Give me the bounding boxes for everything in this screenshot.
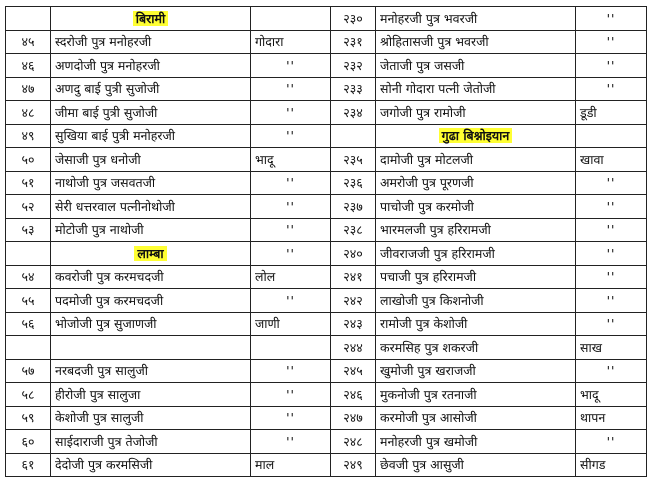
left-serial-cell: ४५ (6, 30, 51, 54)
left-name-cell: अणदु बाई पुत्री सुजोजी (51, 77, 251, 101)
left-caste-cell: '' (251, 195, 331, 219)
right-caste-cell: '' (576, 430, 647, 454)
right-caste-cell: '' (576, 242, 647, 266)
left-caste-cell (251, 336, 331, 360)
table-row (6, 242, 647, 266)
left-name-cell: जेसाजी पुत्र धनोजी (51, 148, 251, 172)
left-name-cell: हीरोजी पुत्र सालुजा (51, 383, 251, 407)
right-caste-cell: खावा (576, 148, 647, 172)
left-serial-cell: ४८ (6, 101, 51, 125)
left-serial-cell: ५० (6, 148, 51, 172)
right-serial-cell: २३१ (331, 30, 376, 54)
right-serial-cell: २४३ (331, 312, 376, 336)
left-name-cell: सेरी धत्तरवाल पत्नीनोथोजी (51, 195, 251, 219)
right-caste-cell: डूडी (576, 101, 647, 125)
left-name-cell (51, 336, 251, 360)
left-caste-cell: '' (251, 359, 331, 383)
roster-body (6, 7, 647, 477)
right-name-cell: दामोजी पुत्र मोटलजी (376, 148, 576, 172)
left-caste-cell: जाणी (251, 312, 331, 336)
left-name-cell: पदमोजी पुत्र करमचदजी (51, 289, 251, 313)
table-row (6, 7, 647, 31)
left-caste-cell: माल (251, 453, 331, 477)
right-caste-cell: '' (576, 7, 647, 31)
right-name-cell: लाखोजी पुत्र किशनोजी (376, 289, 576, 313)
table-row (6, 195, 647, 219)
table-row (6, 289, 647, 313)
right-name-cell: खुमोजी पुत्र खराजजी (376, 359, 576, 383)
table-row (6, 383, 647, 407)
left-name-cell: भोजोजी पुत्र सुजाणजी (51, 312, 251, 336)
right-serial-cell: २४४ (331, 336, 376, 360)
left-name-cell: अणदोजी पुत्र मनोहरजी (51, 54, 251, 78)
left-caste-cell: '' (251, 171, 331, 195)
table-row (6, 171, 647, 195)
left-serial-cell: ४९ (6, 124, 51, 148)
left-serial-cell: ४७ (6, 77, 51, 101)
table-row (6, 30, 647, 54)
left-serial-cell: ५९ (6, 406, 51, 430)
left-serial-cell: ५७ (6, 359, 51, 383)
right-caste-cell: '' (576, 265, 647, 289)
left-serial-cell: ५४ (6, 265, 51, 289)
right-serial-cell: २३४ (331, 101, 376, 125)
right-caste-cell: थापन (576, 406, 647, 430)
right-name-cell: मुकनोजी पुत्र रतनाजी (376, 383, 576, 407)
table-row (6, 54, 647, 78)
table-row (6, 336, 647, 360)
right-serial-cell: २३८ (331, 218, 376, 242)
right-serial-cell: २३३ (331, 77, 376, 101)
left-caste-cell: गोदारा (251, 30, 331, 54)
right-serial-cell: २३० (331, 7, 376, 31)
left-name-cell: मोटोजी पुत्र नाथोजी (51, 218, 251, 242)
right-serial-cell: २४९ (331, 453, 376, 477)
right-serial-cell: २३२ (331, 54, 376, 78)
right-name-cell: भारमलजी पुत्र हरिरामजी (376, 218, 576, 242)
left-serial-cell (6, 336, 51, 360)
left-serial-cell: ६० (6, 430, 51, 454)
left-caste-cell: '' (251, 430, 331, 454)
right-caste-cell: '' (576, 54, 647, 78)
left-name-cell: जीमा बाई पुत्री सुजोजी (51, 101, 251, 125)
right-name-cell: करमोजी पुत्र आसोजी (376, 406, 576, 430)
right-serial-cell: २४५ (331, 359, 376, 383)
left-caste-cell: '' (251, 242, 331, 266)
left-name-cell: साईदाराजी पुत्र तेजोजी (51, 430, 251, 454)
right-caste-cell: '' (576, 312, 647, 336)
right-name-cell: रामोजी पुत्र केशोजी (376, 312, 576, 336)
left-name-cell (51, 242, 251, 266)
right-caste-cell: '' (576, 171, 647, 195)
right-caste-cell: '' (576, 30, 647, 54)
right-name-cell (376, 124, 576, 148)
left-serial-cell (6, 242, 51, 266)
table-row (6, 406, 647, 430)
table-row (6, 148, 647, 172)
left-serial-cell: ५१ (6, 171, 51, 195)
right-serial-cell: २३५ (331, 148, 376, 172)
left-caste-cell: '' (251, 218, 331, 242)
right-caste-cell: '' (576, 77, 647, 101)
section-heading: गुढा बिश्नोइयान (439, 128, 513, 143)
left-caste-cell: '' (251, 124, 331, 148)
right-name-cell: मनोहरजी पुत्र खमोजी (376, 430, 576, 454)
right-caste-cell: साख (576, 336, 647, 360)
right-caste-cell: '' (576, 359, 647, 383)
left-caste-cell: '' (251, 101, 331, 125)
left-caste-cell: '' (251, 383, 331, 407)
right-name-cell: सोनी गोदारा पत्नी जेतोजी (376, 77, 576, 101)
left-serial-cell: ४६ (6, 54, 51, 78)
left-name-cell: केशोजी पुत्र सालुजी (51, 406, 251, 430)
left-caste-cell: '' (251, 289, 331, 313)
table-row (6, 265, 647, 289)
left-name-cell: सुखिया बाई पुत्री मनोहरजी (51, 124, 251, 148)
right-caste-cell: '' (576, 195, 647, 219)
table-row (6, 453, 647, 477)
right-name-cell: जगोजी पुत्र रामोजी (376, 101, 576, 125)
right-name-cell: करमसिह पुत्र शकरजी (376, 336, 576, 360)
left-caste-cell: '' (251, 54, 331, 78)
left-caste-cell (251, 7, 331, 31)
right-serial-cell: २४८ (331, 430, 376, 454)
right-serial-cell: २४७ (331, 406, 376, 430)
table-row (6, 77, 647, 101)
left-name-cell: नाथोजी पुत्र जसवतजी (51, 171, 251, 195)
section-heading: लाम्बा (134, 246, 166, 261)
right-name-cell: छेवजी पुत्र आसुजी (376, 453, 576, 477)
left-name-cell: देदोजी पुत्र करमसिजी (51, 453, 251, 477)
left-caste-cell: भादू (251, 148, 331, 172)
right-serial-cell: २४० (331, 242, 376, 266)
right-serial-cell (331, 124, 376, 148)
left-serial-cell (6, 7, 51, 31)
left-serial-cell: ६१ (6, 453, 51, 477)
right-name-cell: श्रोहितासजी पुत्र भवरजी (376, 30, 576, 54)
table-row (6, 124, 647, 148)
village-roster-table (5, 6, 647, 477)
right-name-cell: पचाजी पुत्र हरिरामजी (376, 265, 576, 289)
right-caste-cell: '' (576, 289, 647, 313)
left-caste-cell: '' (251, 406, 331, 430)
right-serial-cell: २३६ (331, 171, 376, 195)
right-caste-cell (576, 124, 647, 148)
left-serial-cell: ५५ (6, 289, 51, 313)
right-name-cell: जेताजी पुत्र जसजी (376, 54, 576, 78)
right-name-cell: जीवराजजी पुत्र हरिरामजी (376, 242, 576, 266)
right-serial-cell: २३७ (331, 195, 376, 219)
left-serial-cell: ५८ (6, 383, 51, 407)
left-serial-cell: ५६ (6, 312, 51, 336)
left-name-cell: स्दरोजी पुत्र मनोहरजी (51, 30, 251, 54)
left-serial-cell: ५३ (6, 218, 51, 242)
left-serial-cell: ५२ (6, 195, 51, 219)
right-serial-cell: २४६ (331, 383, 376, 407)
right-caste-cell: सीगड (576, 453, 647, 477)
right-serial-cell: २४१ (331, 265, 376, 289)
section-heading: बिरामी (133, 11, 168, 26)
right-name-cell: अमरोजी पुत्र पूरणजी (376, 171, 576, 195)
left-caste-cell: लोल (251, 265, 331, 289)
table-row (6, 430, 647, 454)
table-row (6, 218, 647, 242)
left-name-cell (51, 7, 251, 31)
table-row (6, 359, 647, 383)
right-name-cell: मनोहरजी पुत्र भवरजी (376, 7, 576, 31)
right-name-cell: पाचोजी पुत्र करमोजी (376, 195, 576, 219)
right-caste-cell: '' (576, 218, 647, 242)
left-name-cell: नरबदजी पुत्र सालुजी (51, 359, 251, 383)
left-name-cell: कवरोजी पुत्र करमचदजी (51, 265, 251, 289)
right-serial-cell: २४२ (331, 289, 376, 313)
right-caste-cell: भादू (576, 383, 647, 407)
table-row (6, 312, 647, 336)
table-row (6, 101, 647, 125)
left-caste-cell: '' (251, 77, 331, 101)
